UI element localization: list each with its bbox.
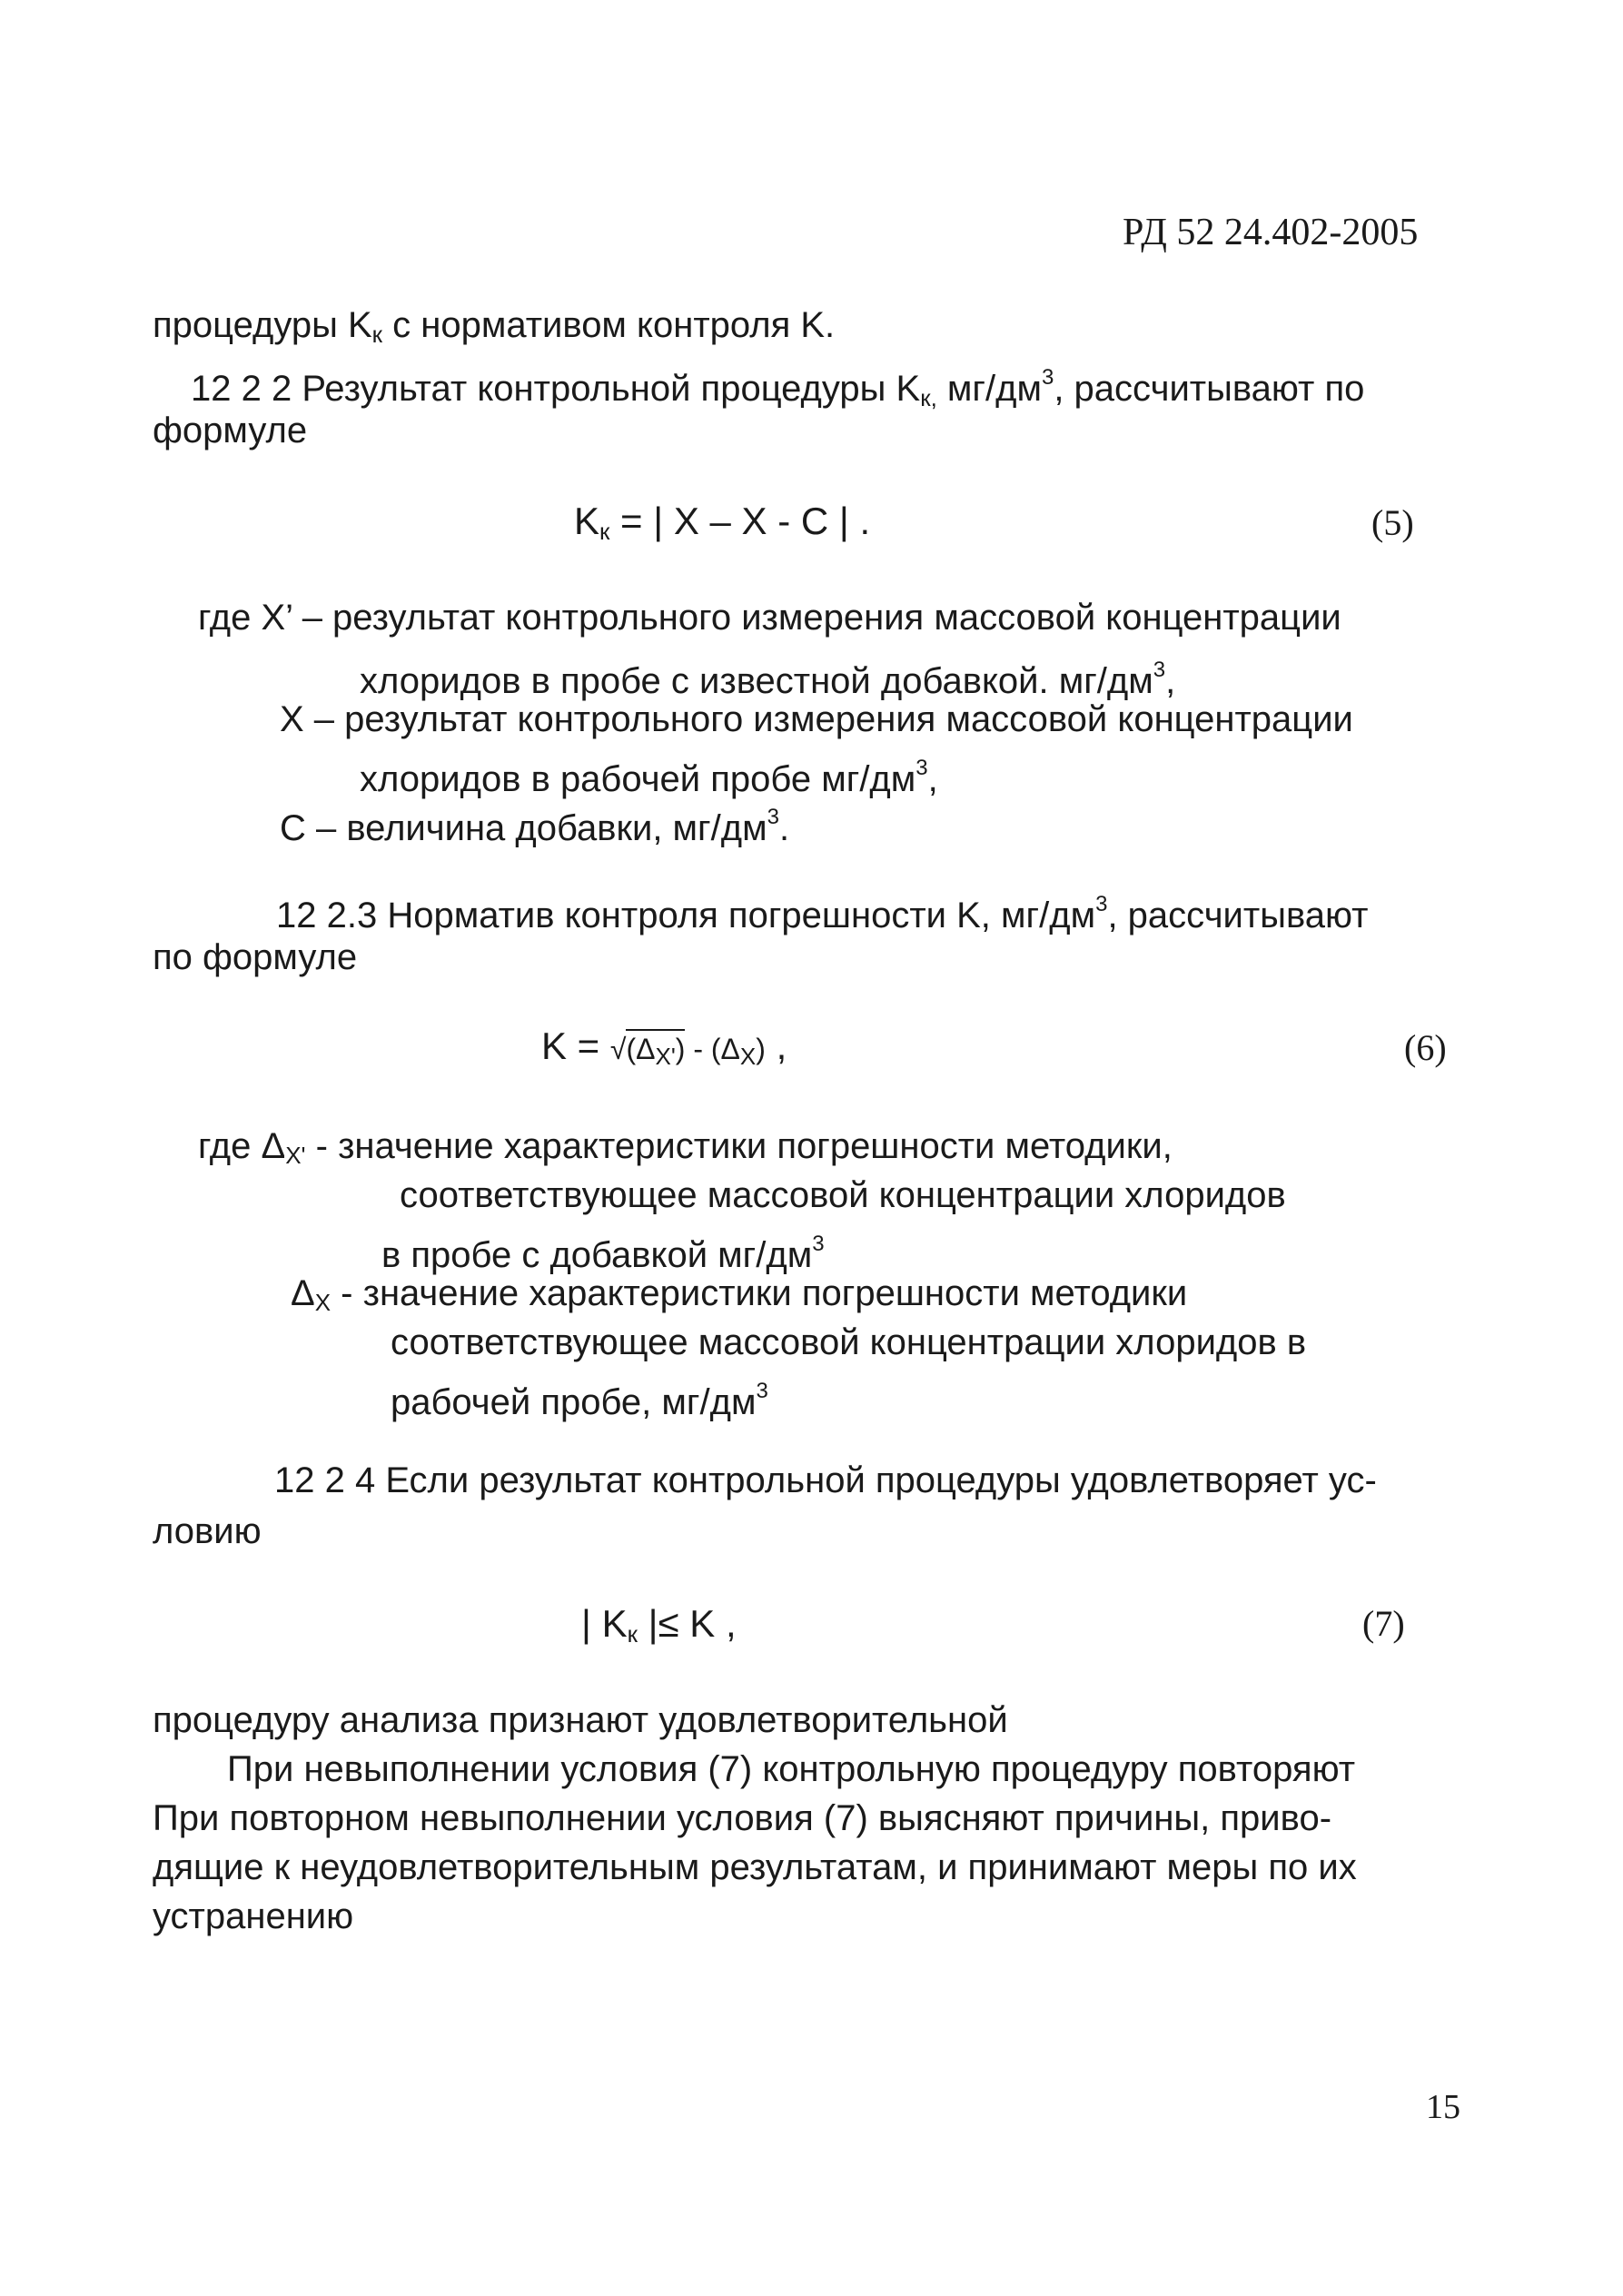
text-line: При повторном невыполнении условия (7) выясняют причины, приво-	[153, 1798, 1332, 1838]
text-line: по формуле	[153, 937, 358, 977]
text-line: 12 2 2 Результат контрольной процедуры $K_{к,}$ $мг/дм^3$, рассчитывают по	[191, 365, 1365, 411]
document-code: РД 52 24.402-2005	[1123, 212, 1419, 253]
definition-line: в пробе с добавкой $мг/дм^3$	[381, 1232, 825, 1275]
formula-7: | $K_к$ |≤ K ,	[581, 1602, 737, 1648]
definition-line: где $\Delta_{X'}$ - значение характеристики погрешности методики,	[198, 1126, 1173, 1169]
definition-line: соответствующее массовой концентрации хлоридов	[400, 1175, 1286, 1215]
definition-line: рабочей пробе, $мг/дм^3$	[391, 1379, 768, 1422]
formula-6: $K = √(\Delta_{X'}) - (\Delta_X)$ ,	[541, 1024, 787, 1070]
formula-5: $K_к$ = | X – X - C | .	[574, 500, 871, 545]
equation-number: (5)	[1371, 502, 1414, 543]
text-line: При невыполнении условия (7) контрольную процедуру повторяют	[227, 1749, 1356, 1789]
text-line: формуле	[153, 411, 308, 450]
text-line: процедуры $K_к$ с нормативом контроля K.	[153, 305, 836, 348]
equation-number: (6)	[1404, 1027, 1447, 1068]
sqrt-symbol: $√(\Delta_{X'})$	[610, 1024, 686, 1071]
definition-line: $\Delta_X$ - значение характеристики погрешности методики	[291, 1273, 1188, 1316]
text-line: 12 2 4 Если результат контрольной процедуры удовлетворяет ус-	[274, 1460, 1377, 1500]
text-line: процедуру анализа признают удовлетворительной	[153, 1700, 1008, 1740]
definition-line: где X’ – результат контрольного измерения массовой концентрации	[198, 598, 1341, 638]
page-number: 15	[1426, 2088, 1460, 2126]
definition-line: хлоридов в пробе с известной добавкой. $мг/дм^3$,	[360, 658, 1176, 701]
equation-number: (7)	[1362, 1603, 1405, 1644]
definition-line: X – результат контрольного измерения массовой концентрации	[280, 699, 1353, 739]
text-line: 12 2.3 Норматив контроля погрешности K, $мг/дм^3$, рассчитывают	[276, 892, 1369, 935]
text-line: ловию	[153, 1511, 262, 1551]
definition-line: соответствующее массовой концентрации хлоридов в	[391, 1322, 1307, 1362]
definition-line: хлоридов в рабочей пробе $мг/дм^3$,	[360, 756, 938, 799]
text-line: устранению	[153, 1896, 354, 1936]
definition-line: C – величина добавки, $мг/дм^3$.	[280, 805, 790, 848]
text-line: дящие к неудовлетворительным результатам, и принимают меры по их	[153, 1847, 1357, 1887]
